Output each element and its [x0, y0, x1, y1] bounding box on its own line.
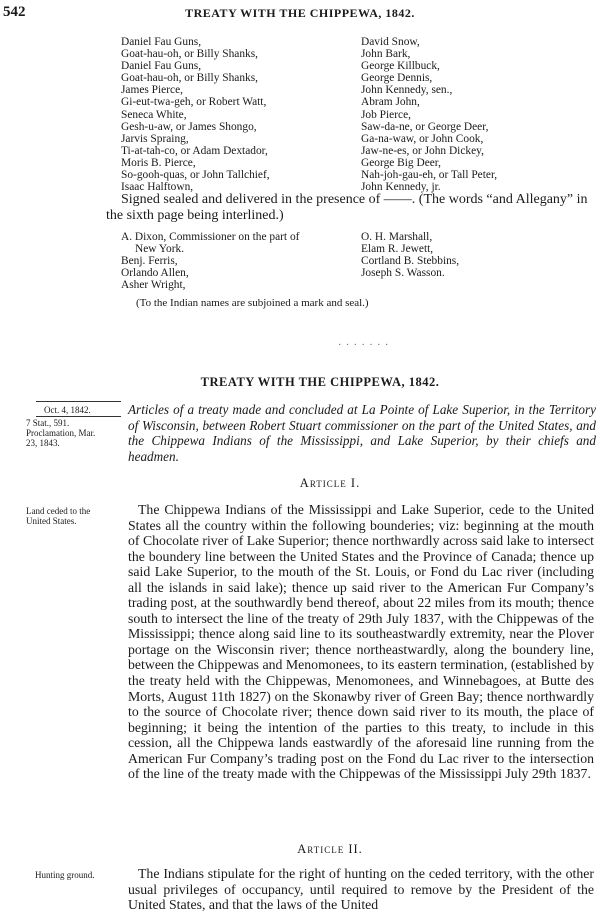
signatories-left-column	[121, 36, 270, 193]
signatory-name: John Kennedy, jr.	[361, 181, 441, 194]
article-1-body: The Chippewa Indians of the Mississippi and Lake Superior, cede to the United States all the country within the following bounderies; viz: beginning at the mouth of Chocolate river of Lake Superior; thence northwardly across said lake to intersect the boundery line between the United States and the Province of Canada; thence up said Lake Superior, to the mouth of the St. Louis, or Fond du Lac river (including all the islands in said lake); thence up said river to the American Fur Company’s trading post, at the southwardly bend thereof, about 22 miles from its mouth; thence south to intersect the line of the treaty of 29th July 1837, with the Chippewas of the Mississippi; thence along said line to its southeastwardly extremity, near the Plover portage on the Wisconsin river; thence northeastwardly, along the boundery line, between the Chippewas and Menomonees, to its eastern termination, (established by the treaty held with the Chippewas, Menomonees, and Winnebagoes, at Butte des Morts, August 11th 1827) on the Skonawby river of Green Bay; thence northwardly to the source of Chocolate river; thence down said river to its mouth, the place of beginning; it being the intention of the parties to this treaty, to include in this cession, all the Chippewa lands eastwardly of the aforesaid line running from the American Fur Company’s trading post on the Fond du Lac river to the intersection of the line of the treaty made with the Chippewas of the Mississippi July 29th 1837.	[128, 502, 594, 782]
signatory-name: So-gooh-quas, or John Tallchief,	[121, 169, 270, 182]
witness-name: Cortland B. Stebbins,	[361, 255, 460, 268]
margin-hunting-ground: Hunting ground.	[35, 870, 95, 880]
witness-name: Joseph S. Wasson.	[361, 267, 445, 280]
margin-statute-line: 23, 1843.	[26, 438, 60, 448]
signatory-name: Nah-joh-gau-eh, or Tall Peter,	[361, 169, 498, 182]
witness-name: Elam R. Jewett,	[361, 243, 434, 256]
signatory-name: Abram John,	[361, 96, 420, 109]
witness-name: Benj. Ferris,	[121, 255, 178, 268]
signatory-name: Ti-at-tah-co, or Adam Dextador,	[121, 144, 268, 157]
signatory-name: Job Pierce,	[361, 108, 411, 121]
article-2-body: The Indians stipulate for the right of hunting on the ceded territory, with the other usual privileges of occupancy, until required to remove by the President of the United States, and that the laws of the United	[128, 866, 594, 913]
witness-name: New York.	[135, 243, 185, 256]
signed-statement: Signed sealed and delivered in the presence of ——. (The words “and Allegany” in the sixth page being interlined.)	[106, 192, 588, 223]
witnesses-left-column	[121, 231, 299, 291]
signatory-name: David Snow,	[361, 36, 420, 48]
seal-note: (To the Indian names are subjoined a mark and seal.)	[136, 297, 369, 309]
signatory-name: John Kennedy, sen.,	[361, 84, 453, 97]
witness-name: A. Dixon, Commissioner on the part of	[121, 231, 300, 243]
treaty-title: TREATY WITH THE CHIPPEWA, 1842.	[200, 375, 440, 389]
margin-rule	[36, 401, 121, 402]
margin-land-line: Land ceded to the	[26, 506, 91, 516]
page-number: 542	[3, 4, 26, 20]
signatory-name: Daniel Fau Guns,	[121, 36, 202, 48]
signed-statement-block	[106, 192, 596, 224]
section-divider: · · · · · · ·	[338, 340, 390, 351]
signatory-name: Isaac Halftown,	[121, 181, 194, 194]
signatory-name: Jaw-ne-es, or John Dickey,	[361, 144, 484, 157]
article-2-heading: Article II.	[297, 842, 363, 856]
signatory-name: Ga-na-waw, or John Cook,	[361, 132, 484, 145]
signatory-name: Moris B. Pierce,	[121, 156, 196, 169]
margin-statute	[26, 418, 122, 448]
witness-name: Asher Wright,	[121, 279, 186, 292]
signatory-name: George Killbuck,	[361, 60, 440, 73]
margin-rule	[36, 416, 121, 417]
signatory-name: Daniel Fau Guns,	[121, 60, 202, 73]
signatory-name: George Dennis,	[361, 72, 433, 85]
signatory-name: Saw-da-ne, or George Deer,	[361, 120, 489, 133]
signatory-name: George Big Deer,	[361, 156, 441, 169]
signatory-name: Goat-hau-oh, or Billy Shanks,	[121, 72, 258, 85]
signatory-name: James Pierce,	[121, 84, 183, 97]
signatory-name: Gesh-u-aw, or James Shongo,	[121, 120, 257, 133]
signatory-name: John Bark,	[361, 48, 411, 61]
page-header	[0, 4, 600, 24]
treaty-preamble: Articles of a treaty made and concluded at La Pointe of Lake Superior, in the Territory of Wisconsin, between Robert Stuart commissioner on the part of the United States, and the Chippewa Indians of the Mississippi, and Lake Superior, by their chiefs and headmen.	[128, 402, 596, 464]
signatory-name: Seneca White,	[121, 108, 187, 121]
margin-land-line: United States.	[26, 516, 77, 526]
running-title: TREATY WITH THE CHIPPEWA, 1842.	[185, 6, 415, 20]
margin-land-ceded	[26, 506, 122, 526]
margin-statute-line: Proclamation, Mar.	[26, 428, 96, 438]
signatory-name: Gi-eut-twa-geh, or Robert Watt,	[121, 96, 267, 109]
margin-statute-line: 7 Stat., 591.	[26, 418, 70, 428]
signatory-name: Goat-hau-oh, or Billy Shanks,	[121, 48, 258, 61]
margin-date: Oct. 4, 1842.	[44, 405, 91, 415]
signatories-right-column	[361, 36, 497, 193]
article-1-heading: Article I.	[299, 476, 361, 490]
witness-name: Orlando Allen,	[121, 267, 189, 280]
witnesses-right-column	[361, 231, 459, 279]
witness-name: O. H. Marshall,	[361, 231, 433, 243]
signatory-name: Jarvis Spraing,	[121, 132, 189, 145]
